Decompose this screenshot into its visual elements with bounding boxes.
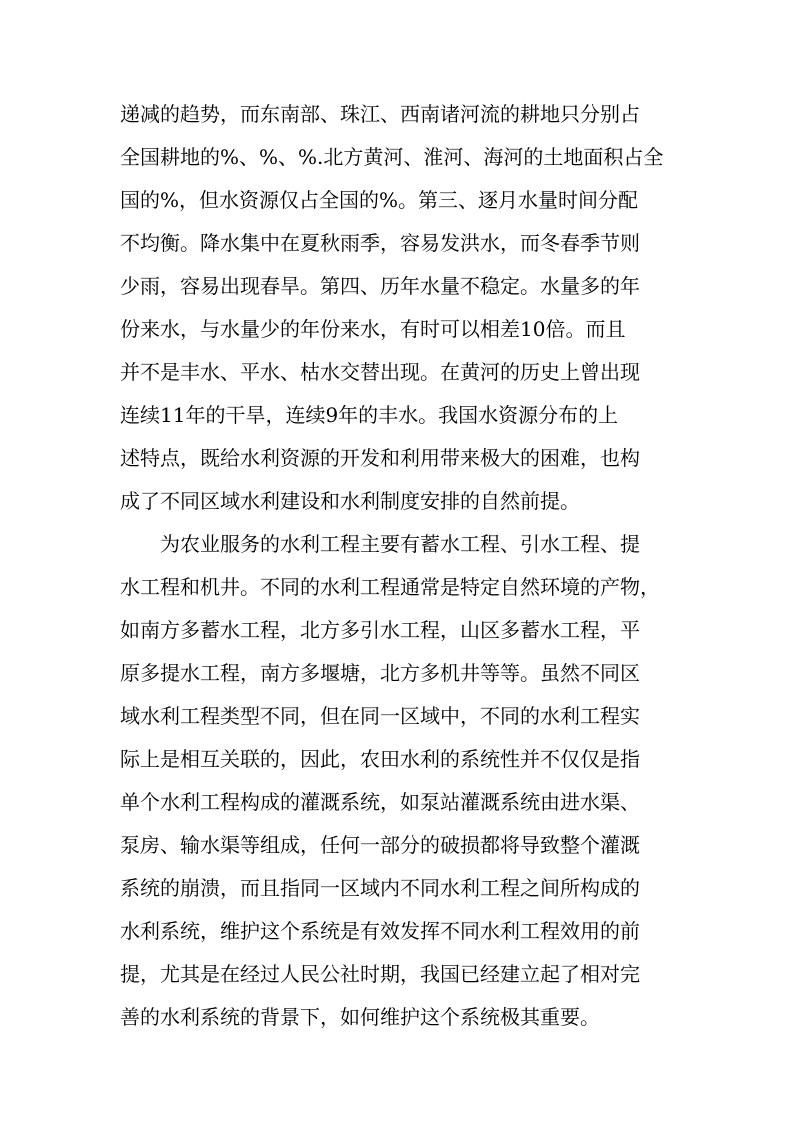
text-line: 系统的崩溃，而且指同一区域内不同水利工程之间所构成的 [120, 876, 640, 900]
text-line: 泵房、输水渠等组成，任何一部分的破损都将导致整个灌溉 [120, 833, 640, 857]
text-line: 成了不同区域水利建设和水利制度安排的自然前提。 [120, 489, 580, 513]
text-line: 国的%，但水资源仅占全国的%。第三、逐月水量时间分配 [120, 188, 639, 212]
text-line: 域水利工程类型不同，但在同一区域中，不同的水利工程实 [120, 704, 640, 728]
text-line: 不均衡。降水集中在夏秋雨季，容易发洪水，而冬春季节则 [120, 231, 640, 255]
text-line: 水利系统，维护这个系统是有效发挥不同水利工程效用的前 [120, 919, 640, 943]
text-line: 份来水，与水量少的年份来水，有时可以相差10倍。而且 [120, 317, 626, 341]
text-line: 述特点，既给水利资源的开发和利用带来极大的困难，也构 [120, 446, 640, 470]
text-line: 原多提水工程，南方多堰塘，北方多机井等等。虽然不同区 [120, 661, 640, 685]
text-line: 水工程和机井。不同的水利工程通常是特定自然环境的产物， [120, 575, 660, 599]
text-line: 递减的趋势，而东南部、珠江、西南诸河流的耕地只分别占 [120, 102, 640, 126]
text-line: 连续11年的干旱，连续9年的丰水。我国水资源分布的上 [120, 403, 619, 427]
text-line: 并不是丰水、平水、枯水交替出现。在黄河的历史上曾出现 [120, 360, 640, 384]
text-line: 全国耕地的%、%、%.北方黄河、淮河、海河的土地面积占全 [120, 145, 664, 169]
text-line: 善的水利系统的背景下，如何维护这个系统极其重要。 [120, 1005, 600, 1029]
text-line: 际上是相互关联的，因此，农田水利的系统性并不仅仅是指 [120, 747, 640, 771]
text-line: 提，尤其是在经过人民公社时期，我国已经建立起了相对完 [120, 962, 640, 986]
text-line: 单个水利工程构成的灌溉系统，如泵站灌溉系统由进水渠、 [120, 790, 640, 814]
text-line: 为农业服务的水利工程主要有蓄水工程、引水工程、提 [160, 532, 640, 556]
text-line: 少雨，容易出现春旱。第四、历年水量不稳定。水量多的年 [120, 274, 640, 298]
text-line: 如南方多蓄水工程，北方多引水工程，山区多蓄水工程，平 [120, 618, 640, 642]
